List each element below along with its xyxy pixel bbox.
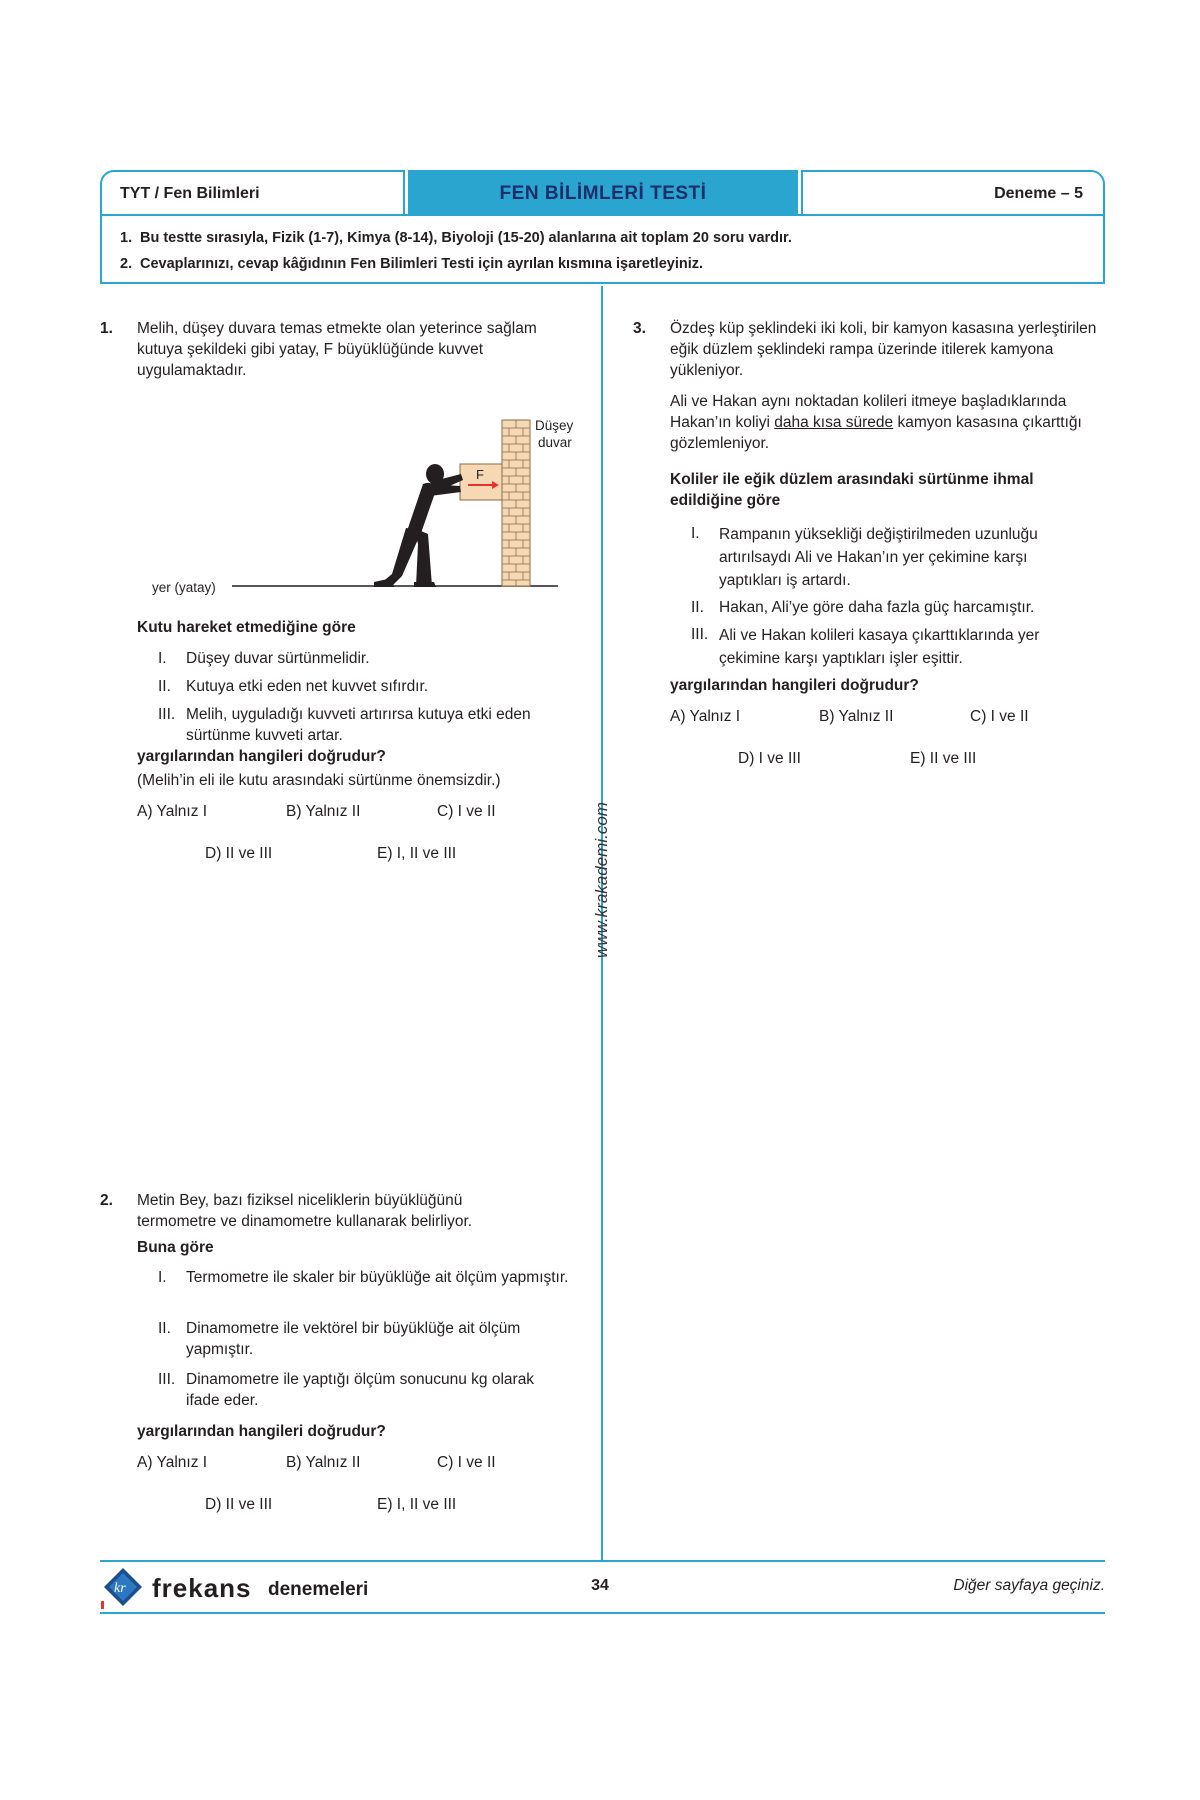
next-page-text: Diğer sayfaya geçiniz. xyxy=(953,1577,1105,1594)
question-lead: Buna göre xyxy=(137,1239,214,1256)
header-title-box xyxy=(408,170,798,216)
header-title: FEN BİLİMLERİ TESTİ xyxy=(499,183,707,204)
svg-text:kr: kr xyxy=(114,1581,126,1596)
wall-label-2: duvar xyxy=(538,435,572,450)
option-b[interactable]: B) Yalnız II xyxy=(286,1454,361,1471)
question-number: 2. xyxy=(100,1192,113,1209)
question-3: 3. Özdeş küp şeklindeki iki koli, bir kamyon kasasına yerleştirilen eğik düzlem şeklindeki rampa üzerinde itilerek kamyona yükleniyor. Ali ve Hakan aynı noktadan kolileri itmeye başladıklarında Hakan’ın koliyi daha kısa sürede kamyon kasasına çıkarttığı gözlemleniyor. Koliler ile eğik düzlem arasındaki sürtünme ihmal edildiğine göre I. Rampanın yüksekliği değiştirilmeden uzunluğu artırılsaydı Ali ve Hakan’ın yer çekimine karşı yaptıkları iş artardı. II. Hakan, Ali’ye göre daha fazla güç harcamıştır. III. Ali ve Hakan kolileri kasaya çıkarttıklarında yer çekimine karşı yaptıkları işler eşittir. yargılarından hangileri doğrudur? A) Yalnız I B) Yalnız II C) I ve II D) I ve III E) II ve III xyxy=(633,318,1103,778)
question-number: 3. xyxy=(633,320,646,337)
option-e[interactable]: E) I, II ve III xyxy=(377,845,457,862)
brick-wall xyxy=(502,420,530,586)
question-number: 1. xyxy=(100,320,113,337)
question-lead: Kutu hareket etmediğine göre xyxy=(137,619,356,636)
question-stem: Metin Bey, bazı fiziksel niceliklerin büyüklüğünü termometre ve dinamometre kullanarak belirliyor. xyxy=(137,1192,473,1230)
header-exam-number: Deneme – 5 xyxy=(994,185,1083,202)
footer-bottom-rule xyxy=(100,1612,1105,1614)
ground-label: yer (yatay) xyxy=(152,580,216,595)
footer-top-rule xyxy=(100,1560,1105,1562)
figure-person-pushing-box xyxy=(130,388,590,598)
header-subject-box xyxy=(100,170,405,216)
brand-suffix: denemeleri xyxy=(268,1579,369,1600)
instruction-2: 2. Cevaplarınızı, cevap kâğıdının Fen Bilimleri Testi için ayrılan kısmına işaretleyiniz. xyxy=(120,256,704,272)
question-stem: Melih, düşey duvara temas etmekte olan yeterince sağlam kutuya şekildeki gibi yatay, F büyüklüğünde kuvvet uygulamaktadır. xyxy=(137,320,537,379)
option-c[interactable]: C) I ve II xyxy=(970,708,1029,725)
brand-name: frekans xyxy=(152,1573,252,1603)
question-prompt: yargılarından hangileri doğrudur? xyxy=(137,1423,386,1440)
instructions-box xyxy=(100,214,1105,284)
instruction-1: 1. Bu testte sırasıyla, Fizik (1-7), Kimya (8-14), Biyoloji (15-20) alanlarına ait toplam 20 soru vardır. xyxy=(120,230,792,246)
person-silhouette xyxy=(374,464,463,587)
option-c[interactable]: C) I ve II xyxy=(437,803,496,820)
option-d[interactable]: D) I ve III xyxy=(738,750,801,767)
force-label: F xyxy=(476,467,484,482)
header-subject: TYT / Fen Bilimleri xyxy=(120,185,260,202)
option-c[interactable]: C) I ve II xyxy=(437,1454,496,1471)
question-prompt: yargılarından hangileri doğrudur? xyxy=(670,677,919,694)
option-a[interactable]: A) Yalnız I xyxy=(137,1454,208,1471)
wall-label-1: Düşey xyxy=(535,418,574,433)
question-note: (Melih’in eli ile kutu arasındaki sürtünme önemsizdir.) xyxy=(137,772,501,789)
option-d[interactable]: D) II ve III xyxy=(205,1496,273,1513)
option-b[interactable]: B) Yalnız II xyxy=(286,803,361,820)
option-b[interactable]: B) Yalnız II xyxy=(819,708,894,725)
option-e[interactable]: E) I, II ve III xyxy=(377,1496,457,1513)
question-2: 2. Metin Bey, bazı fiziksel niceliklerin büyüklüğünü termometre ve dinamometre kullanarak belirliyor. Buna göre I. Termometre ile skaler bir büyüklüğe ait ölçüm yapmıştır. II. Dinamometre ile vektörel bir büyüklüğe ait ölçüm yapmıştır. III. Dinamometre ile yaptığı ölçüm sonucunu kg olarak ifade eder. yargılarından hangileri doğrudur? A) Yalnız I B) Yalnız II C) I ve II D) II ve III E) I, II ve III xyxy=(100,1190,580,1520)
emphasis-text: daha kısa sürede xyxy=(774,414,894,431)
question-stem-2: Ali ve Hakan aynı noktadan kolileri itmeye başladıklarında Hakan’ın koliyi daha kısa sürede kamyon kasasına çıkarttığı gözlemleniyor. xyxy=(670,393,1082,452)
question-lead: Koliler ile eğik düzlem arasındaki sürtünme ihmal edildiğine göre xyxy=(670,471,1034,509)
question-stem: Özdeş küp şeklindeki iki koli, bir kamyon kasasına yerleştirilen eğik düzlem şeklindeki rampa üzerinde itilerek kamyona yükleniyor. xyxy=(670,320,1097,379)
option-e[interactable]: E) II ve III xyxy=(910,750,977,767)
question-1: 1. Melih, düşey duvara temas etmekte olan yeterince sağlam kutuya şekildeki gibi yatay, F büyüklüğünde kuvvet uygulamaktadır. F Düşey duvar yer (yatay) Kutu hareket etmediğine göre I. Düşey duvar sürtünmelidir. II. Kutuya etki eden net kuvvet sıfırdır. III. Melih, uyguladığı kuvveti artırırsa kutuya etki eden sürtünme kuvveti artar. yargılarından hangileri doğrudur? (Melih’in eli ile kutu arasındaki sürtünme önemsizdir.) A) Yalnız I B) Yalnız II C) I ve II D) II ve III E) I, II ve III xyxy=(100,318,580,878)
page-number: 34 xyxy=(591,1577,609,1594)
option-a[interactable]: A) Yalnız I xyxy=(670,708,741,725)
option-a[interactable]: A) Yalnız I xyxy=(137,803,208,820)
watermark: www.krakademi.com xyxy=(592,802,611,958)
option-d[interactable]: D) II ve III xyxy=(205,845,273,862)
question-prompt: yargılarından hangileri doğrudur? xyxy=(137,748,386,765)
header-exam-box xyxy=(801,170,1105,216)
